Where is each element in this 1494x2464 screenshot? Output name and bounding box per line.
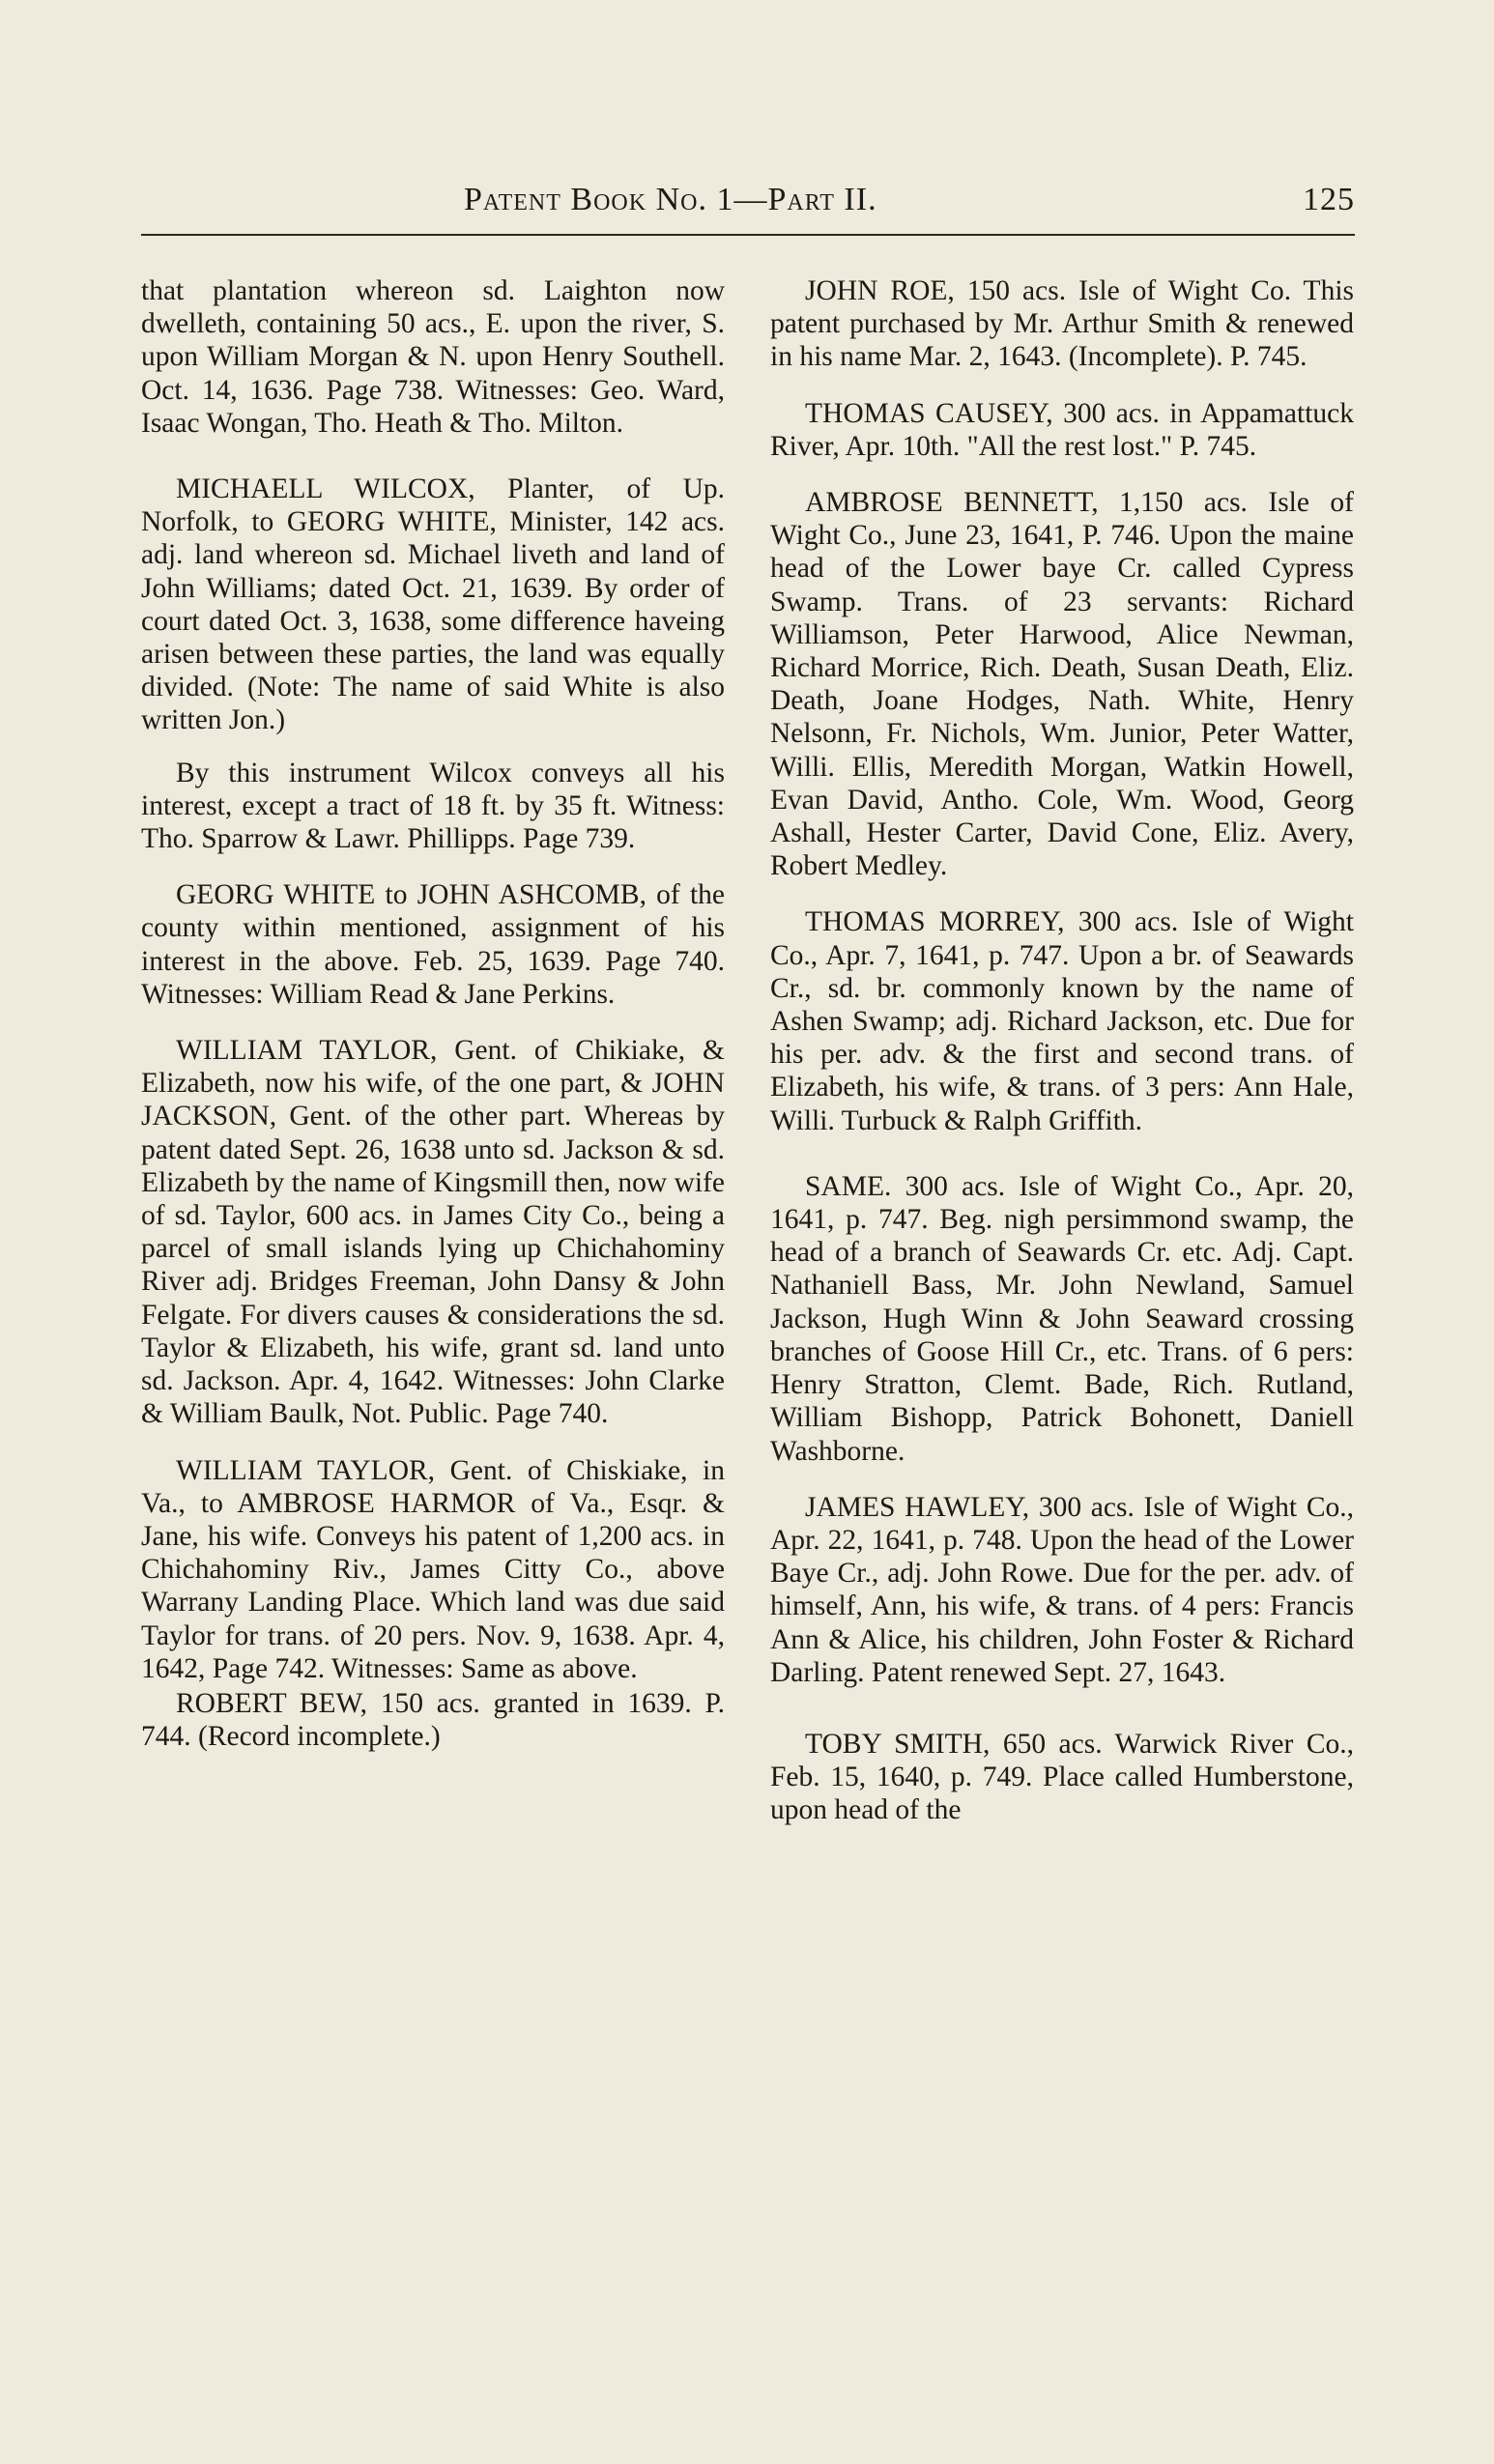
entry-same: SAME. 300 acs. Isle of Wight Co., Apr. 20, 1641, p. 747. Beg. nigh persimmond swamp, the head of a branch of Seawards Cr. etc. Adj. Capt. Nathaniell Bass, Mr. John Newland, Samuel Jackson, Hugh Winn & John Seaward crossing branches of Goose Hill Cr., etc. Trans. of 6 pers: Henry Stratton, Clemt. Bade, Rich. Rutland, William Bishopp, Patrick Bohonett, Daniell Washborne. — [770, 1170, 1354, 1467]
entry-hawley: JAMES HAWLEY, 300 acs. Isle of Wight Co., Apr. 22, 1641, p. 748. Upon the head of the Lower Baye Cr., adj. John Rowe. Due for the per. adv. of himself, Ann, his wife, & trans. of 4 pers: Francis Ann & Alice, his children, John Foster & Richard Darling. Patent renewed Sept. 27, 1643. — [770, 1491, 1354, 1688]
entry-wilcox-conveys: By this instrument Wilcox conveys all his interest, except a tract of 18 ft. by 35 ft. Witness: Tho. Sparrow & Lawr. Phillipps. Page 739. — [141, 757, 725, 855]
left-column — [141, 274, 725, 1753]
entry-continued-laighton: that plantation whereon sd. Laighton now dwelleth, containing 50 acs., E. upon the river, S. upon William Morgan & N. upon Henry Southell. Oct. 14, 1636. Page 738. Witnesses: Geo. Ward, Isaac Wongan, Tho. Heath & Tho. Milton. — [141, 275, 725, 439]
entry-roe: JOHN ROE, 150 acs. Isle of Wight Co. This patent purchased by Mr. Arthur Smith & renewed in his name Mar. 2, 1643. (Incomplete). P. 745. — [770, 275, 1354, 373]
running-title: Patent Book No. 1—Part II. — [464, 182, 877, 217]
running-header — [141, 180, 1355, 220]
entry-causey: THOMAS CAUSEY, 300 acs. in Appamattuck River, Apr. 10th. "All the rest lost." P. 745. — [770, 397, 1354, 462]
entry-taylor-harmor: WILLIAM TAYLOR, Gent. of Chiskiake, in Va., to AMBROSE HARMOR of Va., Esqr. & Jane, his wife. Conveys his patent of 1,200 acs. in Chichahominy Riv., James Citty Co., above Warrany Landing Place. Which land was due said Taylor for trans. of 20 pers. Nov. 9, 1638. Apr. 4, 1642, Page 742. Witnesses: Same as above. — [141, 1454, 725, 1684]
entry-bennett: AMBROSE BENNETT, 1,150 acs. Isle of Wight Co., June 23, 1641, P. 746. Upon the maine head of the Lower baye Cr. called Cypress Swamp. Trans. of 23 servants: Richard Williamson, Peter Harwood, Alice Newman, Richard Morrice, Rich. Death, Susan Death, Eliz. Death, Joane Hodges, Nath. White, Henry Nelsonn, Fr. Nichols, Wm. Junior, Peter Watter, Willi. Ellis, Meredith Morgan, Watkin Howell, Evan David, Antho. Cole, Wm. Wood, Georg Ashall, Hester Carter, David Cone, Eliz. Avery, Robert Medley. — [770, 487, 1354, 882]
entry-wilcox: MICHAELL WILCOX, Planter, of Up. Norfolk, to GEORG WHITE, Minister, 142 acs. adj. land whereon sd. Michael liveth and land of John Williams; dated Oct. 21, 1639. By order of court dated Oct. 3, 1638, some difference haveing arisen between these parties, the land was equally divided. (Note: The name of said White is also written Jon.) — [141, 473, 725, 736]
page-number: 125 — [1303, 182, 1355, 217]
entry-taylor-jackson: WILLIAM TAYLOR, Gent. of Chikiake, & Elizabeth, now his wife, of the one part, & JOHN JACKSON, Gent. of the other part. Whereas by patent dated Sept. 26, 1638 unto sd. Jackson & sd. Elizabeth by the name of Kingsmill then, now wife of sd. Taylor, 600 acs. in James City Co., being a parcel of small islands lying up Chichahominy River adj. Bridges Freeman, John Dansy & John Felgate. For divers causes & considerations the sd. Taylor & Elizabeth, his wife, grant sd. land unto sd. Jackson. Apr. 4, 1642. Witnesses: John Clarke & William Baulk, Not. Public. Page 740. — [141, 1035, 725, 1430]
entry-bew: ROBERT BEW, 150 acs. granted in 1639. P. 744. (Record incomplete.) — [141, 1687, 725, 1753]
entry-white-ashcomb: GEORG WHITE to JOHN ASHCOMB, of the county within mentioned, assignment of his interest in the above. Feb. 25, 1639. Page 740. Witnesses: William Read & Jane Perkins. — [141, 879, 725, 1010]
right-column — [770, 274, 1354, 1827]
entry-morrey: THOMAS MORREY, 300 acs. Isle of Wight Co., Apr. 7, 1641, p. 747. Upon a br. of Seawards Cr., sd. br. commonly known by the name of Ashen Swamp; adj. Richard Jackson, etc. Due for his per. adv. & the first and second trans. of Elizabeth, his wife, & trans. of 3 pers: Ann Hale, Willi. Turbuck & Ralph Griffith. — [770, 906, 1354, 1136]
header-rule — [141, 234, 1355, 236]
entry-smith: TOBY SMITH, 650 acs. Warwick River Co., Feb. 15, 1640, p. 749. Place called Humberstone, upon head of the — [770, 1728, 1354, 1826]
